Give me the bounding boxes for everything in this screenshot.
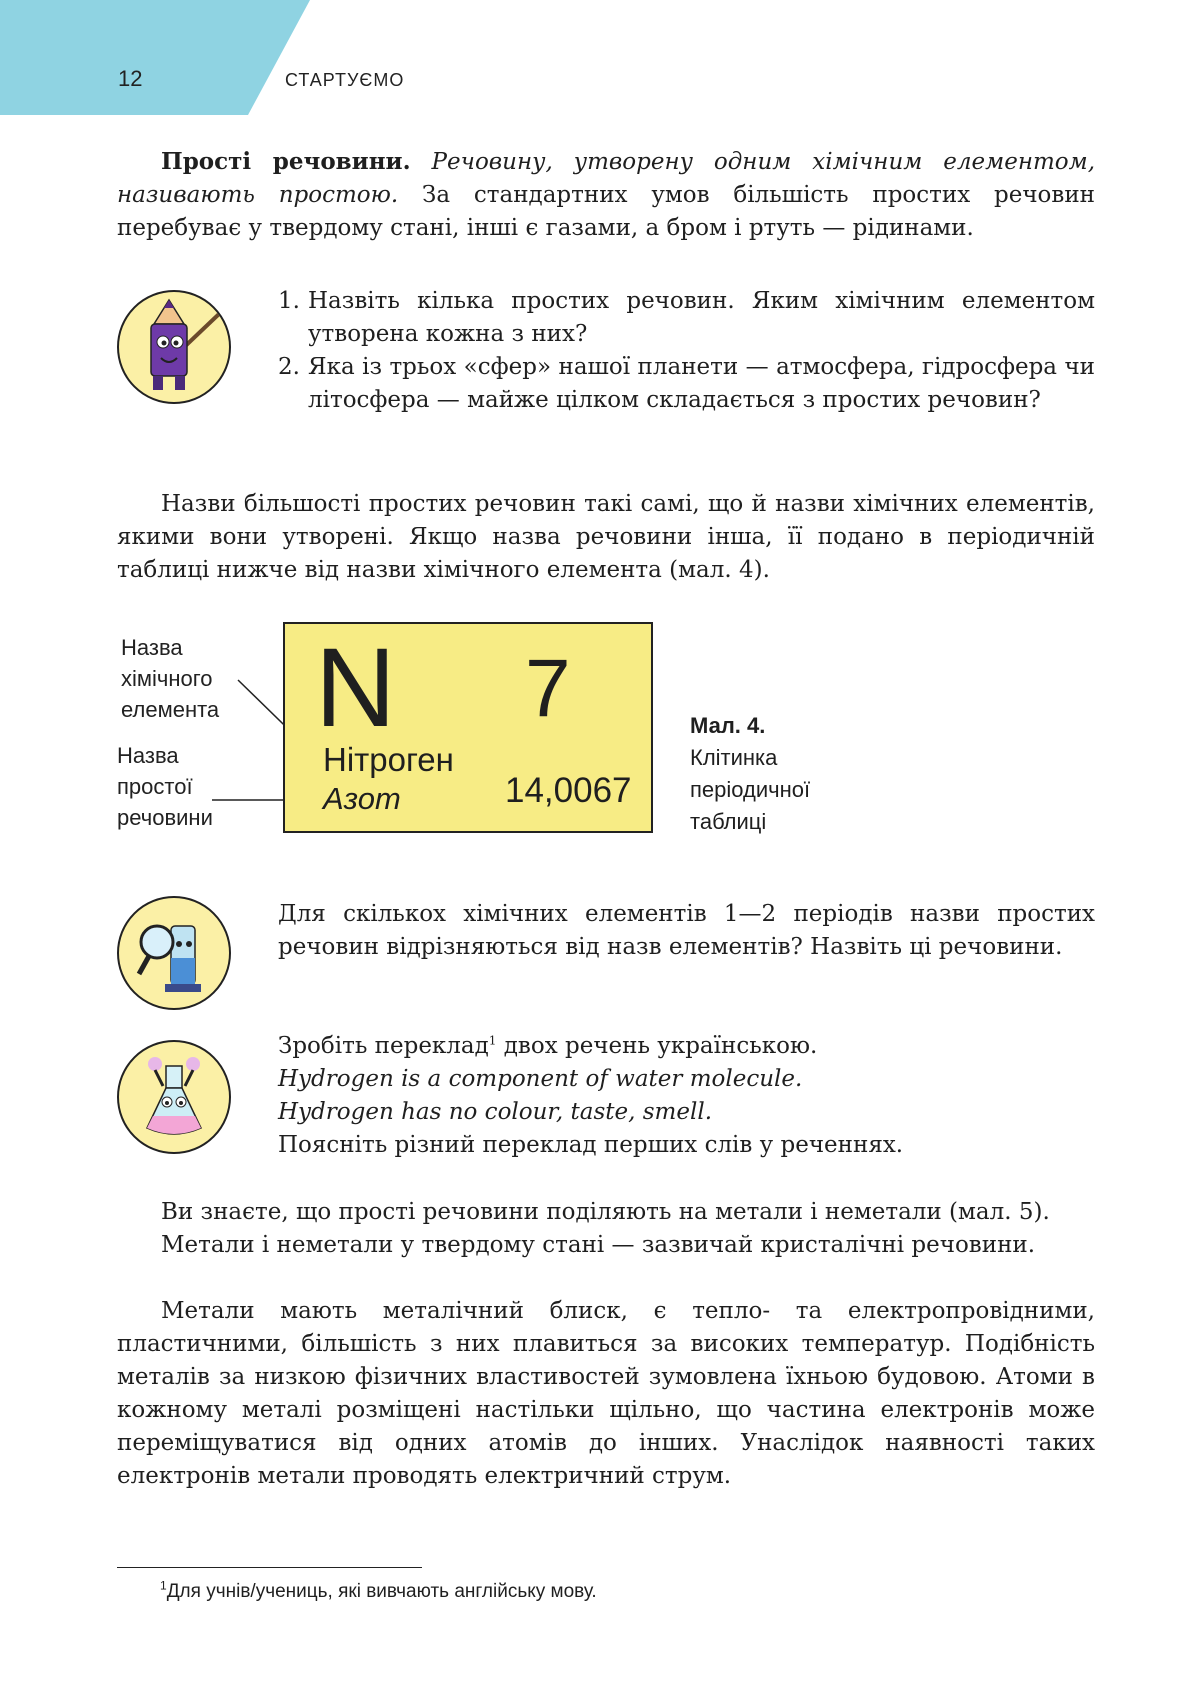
footnote: $^1$Для учнів/учениць, які вивчають англійську мову. xyxy=(160,1578,597,1602)
element-name: Нітроген xyxy=(323,741,454,778)
magnifier-cylinder-icon xyxy=(117,896,231,1010)
paragraph-crystalline: Метали і неметали у твердому стані — зазвичай кристалічні речовини. xyxy=(161,1232,1036,1258)
question-number: 1. xyxy=(278,288,300,314)
label-substance-name: Назва простої речовини xyxy=(117,743,213,830)
task-translation xyxy=(278,1030,1095,1162)
question-text: Яка із трьох «сфер» нашої планети — атмосфера, гідросфера чи літосфера — майже цілком складається з простих речовин? xyxy=(308,354,1095,413)
flask-character-icon xyxy=(117,1040,231,1154)
figure-number: Мал. 4. xyxy=(690,713,766,738)
atomic-number: 7 xyxy=(525,643,571,734)
paragraph-names: Назви більшості простих речовин такі самі, що й назви хімічних елементів, якими вони утворені. Якщо назва речовини інша, її подано в періодичній таблиці нижче від назви хімічного елемента (мал. 4). xyxy=(117,491,1095,583)
english-sentence-2: Hydrogen has no colour, taste, smell. xyxy=(278,1099,713,1125)
english-sentence-1: Hydrogen is a component of water molecule. xyxy=(278,1066,803,1092)
footnote-rule xyxy=(117,1567,422,1568)
paragraph-metal-properties: Метали мають металічний блиск, є тепло- та електропровідними, пластичними, більшість з них плавиться за високих температур. Подібність металів за низкою фізичних властивостей зумовлена їхньою будовою. Атоми в кожному металі розміщені настільки щільно, що частина електронів може переміщуватися від одних атомів до інших. Унаслідок наявності таких електронів метали проводять електричний струм. xyxy=(117,1298,1095,1489)
task-instruction: Зробіть переклад$^1$ двох речень українською. xyxy=(278,1033,818,1059)
question-text: Назвіть кілька простих речовин. Яким хімічним елементом утворена кожна з них? xyxy=(308,288,1095,347)
task-periods: Для скількох хімічних елементів 1—2 періодів назви простих речовин відрізняються від назв елементів? Назвіть ці речовини. xyxy=(278,901,1095,960)
atomic-mass: 14,0067 xyxy=(505,771,632,810)
paragraph-metals-nonmetals: Ви знаєте, що прості речовини поділяють на метали і неметали (мал. 5). xyxy=(161,1199,1050,1225)
label-element-name: Назва хімічного елемента xyxy=(121,635,220,722)
term-bold: Прості речовини. xyxy=(161,148,411,175)
paragraph-text: За стандартних умов більшість простих речовин перебуває у твердому стані, інші є газами, а бром і ртуть — рідинами. xyxy=(117,182,1095,241)
definition-italic: Речовину, утворену одним хімічним елементом, називають простою. xyxy=(117,149,1096,208)
page-number: 12 xyxy=(118,66,143,91)
substance-name: Азот xyxy=(323,781,401,816)
task-explain: Поясніть різний переклад перших слів у реченнях. xyxy=(278,1132,904,1158)
question-number: 2. xyxy=(278,354,300,380)
periodic-table-cell xyxy=(283,622,653,833)
figure-caption: Мал. 4. Клітинка періодичної таблиці xyxy=(690,710,810,838)
element-symbol: N xyxy=(315,625,396,750)
section-name: СТАРТУЄМО xyxy=(285,70,405,90)
